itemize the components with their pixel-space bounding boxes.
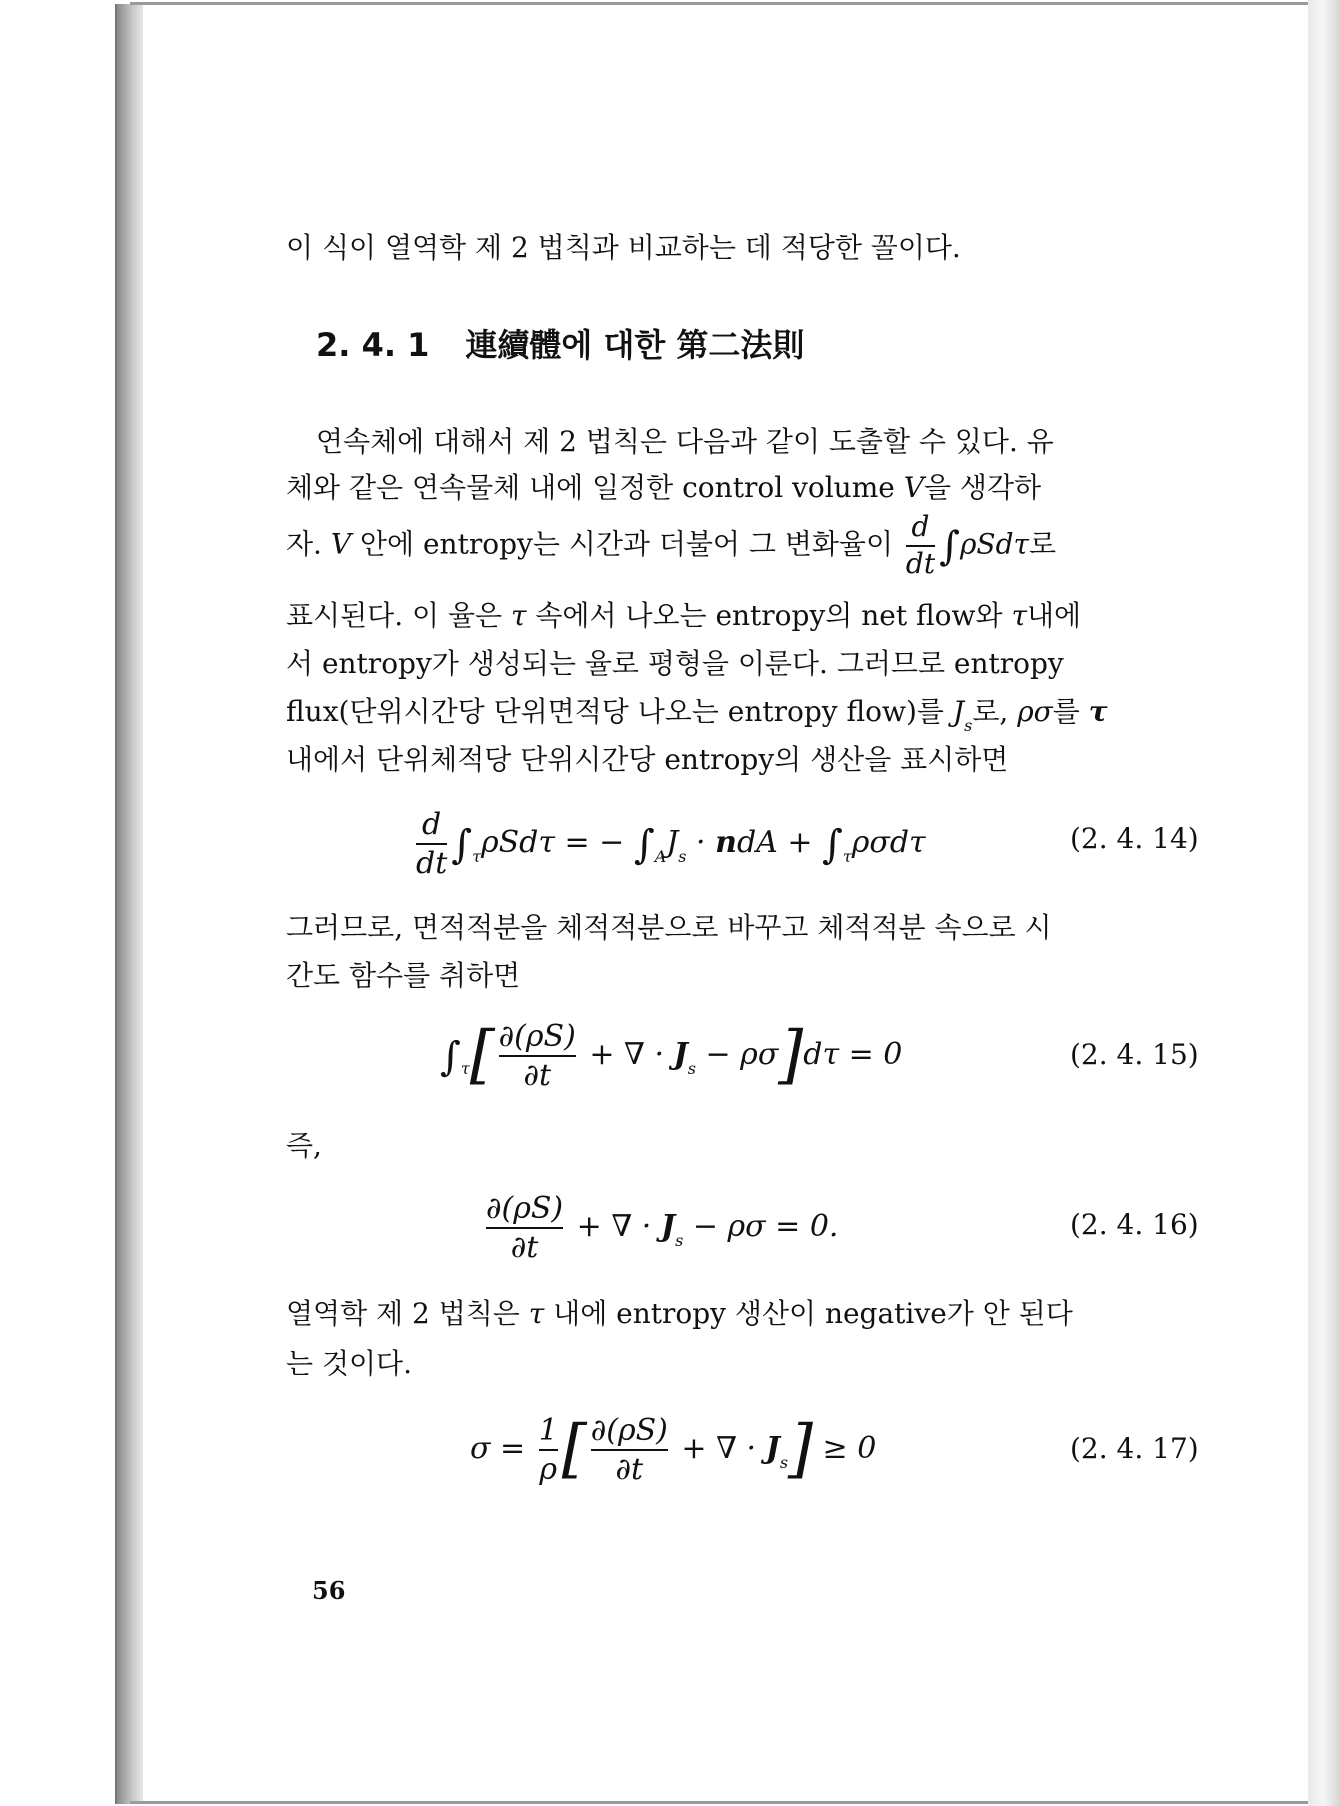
math-sub: s xyxy=(675,1231,684,1250)
operator: + ∇ · xyxy=(567,1209,661,1244)
math-sub: τ xyxy=(842,847,852,866)
frac-den: ∂t xyxy=(523,1058,552,1093)
frac-den: ρ xyxy=(539,1452,558,1487)
text-span: 로, xyxy=(972,695,1018,728)
math-term: − ρσ = 0. xyxy=(683,1209,839,1244)
intro-sentence: 이 식이 열역학 제 2 법칙과 비교하는 데 적당한 꼴이다. xyxy=(286,231,961,264)
paragraph-line-6 xyxy=(286,690,1108,735)
math-term: dτ = 0 xyxy=(803,1037,903,1072)
equation-2-4-16 xyxy=(482,1192,838,1264)
equation-number: (2. 4. 17) xyxy=(1070,1432,1199,1465)
math-var: ρσ xyxy=(1017,695,1053,728)
paragraph-line-11 xyxy=(286,1292,1073,1332)
frac-den: dt xyxy=(416,846,448,881)
fraction xyxy=(416,808,447,880)
math-var: n xyxy=(715,825,737,860)
operator: · xyxy=(686,825,716,860)
text-span: 를 xyxy=(1052,695,1089,728)
text-span: 내에 xyxy=(1026,599,1082,632)
math-sub: s xyxy=(964,716,973,735)
operator: + ∇ · xyxy=(671,1431,766,1466)
inline-derivative xyxy=(906,512,935,580)
page-bottom-edge xyxy=(130,1801,1320,1804)
math-term: − ρσ xyxy=(695,1037,779,1072)
text-span: 속에서 나오는 entropy의 net flow와 xyxy=(526,599,1012,632)
math-sub: s xyxy=(687,1059,696,1078)
math-var: J xyxy=(660,1209,676,1244)
text-span: 안에 entropy는 시간과 더불어 그 변화율이 xyxy=(351,527,902,561)
integrand: ρσdτ xyxy=(851,825,926,860)
math-var: J xyxy=(765,1431,780,1466)
math-sub: τ xyxy=(472,847,481,866)
page-number: 56 xyxy=(312,1576,346,1605)
operator: + ∇ · xyxy=(579,1037,674,1072)
paragraph-line-7: 내에서 단위체적당 단위시간당 entropy의 생산을 표시하면 xyxy=(286,743,1009,776)
frac-num: ∂(ρS) xyxy=(486,1191,564,1226)
math-term: dA + xyxy=(736,825,823,860)
text-span: 자. xyxy=(286,527,331,561)
section-number: 2. 4. 1 xyxy=(316,326,430,364)
math-var: τ xyxy=(1011,599,1027,632)
equation-number: (2. 4. 16) xyxy=(1070,1208,1199,1241)
paragraph-line-4 xyxy=(286,594,1081,634)
math-var: τ xyxy=(510,599,527,632)
frac-num: d xyxy=(911,510,930,543)
math-var: τ xyxy=(528,1297,545,1330)
operator: = − xyxy=(554,825,634,860)
math-var: J xyxy=(952,695,965,728)
math-var: V xyxy=(330,527,352,561)
frac-den: ∂t xyxy=(615,1452,644,1487)
equation-2-4-17: σ = $\frac{1}{\rho}$ [ $\frac{\partial(\rho S)}{\partial t}$ + ∇ · $J_s] \ge 0$ xyxy=(470,1412,877,1487)
text-span: 체와 같은 연속물체 내에 일정한 control volume xyxy=(286,471,904,504)
text-span: 열역학 제 2 법칙은 xyxy=(286,1297,529,1330)
text-span: 을 생각하 xyxy=(923,471,1042,504)
math-var: V xyxy=(903,471,924,504)
math-var: J xyxy=(673,1037,688,1072)
text-span: flux(단위시간당 단위면적당 나오는 entropy flow)를 xyxy=(286,695,953,728)
next-page-edge xyxy=(1308,0,1339,1806)
math-term: ≥ 0 xyxy=(813,1431,877,1466)
paragraph-line-5: 서 entropy가 생성되는 율로 평형을 이룬다. 그러므로 entropy xyxy=(286,647,1064,680)
math-sub: s xyxy=(779,1453,789,1472)
page-top-edge xyxy=(130,2,1320,5)
book-spine-edge xyxy=(115,4,143,1804)
section-heading xyxy=(316,320,804,366)
math-var: τ xyxy=(1088,695,1108,728)
frac-num: ∂(ρS) xyxy=(590,1413,668,1448)
paragraph-line-3: 자. V 안에 entropy는 시간과 더불어 그 변화율이 $\frac{d}{dt}$ ∫ρSdτ로 xyxy=(286,510,1057,580)
equation-number: (2. 4. 15) xyxy=(1070,1038,1199,1071)
paragraph-line-10: 즉, xyxy=(286,1129,322,1162)
frac-num: 1 xyxy=(538,1413,558,1448)
integrand: ρSdτ xyxy=(480,825,555,860)
frac-den: dt xyxy=(905,546,936,580)
frac-den: ∂t xyxy=(510,1230,539,1265)
section-title: 連續體에 대한 第二法則 xyxy=(465,326,805,364)
fraction xyxy=(539,1414,558,1486)
paragraph-line-2 xyxy=(286,466,1041,506)
text-span: 내에 entropy 생산이 negative가 안 된다 xyxy=(544,1297,1073,1330)
equation-2-4-15: $\int_\tau$[ $\frac{\partial(\rho S)}{\partial t}$ + ∇ · $J_s - \rho\sigma]d\tau = 0$ xyxy=(440,1018,903,1093)
text-span: 표시된다. 이 율은 xyxy=(286,599,511,632)
math-sub: s xyxy=(678,847,687,866)
fraction xyxy=(486,1192,563,1264)
math-sub: τ xyxy=(460,1059,470,1078)
paragraph-line-9: 간도 함수를 취하면 xyxy=(286,959,521,992)
frac-num: ∂(ρS) xyxy=(498,1019,576,1054)
math-sub: A xyxy=(654,847,667,866)
equation-2-4-14: $\frac{d}{dt}$ $\int_\tau\rho Sd\tau$ = − $\int_AJ_s$ · ndA + $\int_\tau\rho\sigma d\tau$ xyxy=(416,807,926,881)
math-var: J xyxy=(666,825,679,860)
paragraph-line-8: 그러므로, 면적적분을 체적적분으로 바꾸고 체적적분 속으로 시 xyxy=(286,911,1052,944)
equation-number: (2. 4. 14) xyxy=(1070,822,1199,855)
fraction xyxy=(591,1414,668,1486)
paragraph-line-12: 는 것이다. xyxy=(286,1347,412,1380)
paragraph-line-1: 연속체에 대해서 제 2 법칙은 다음과 같이 도출할 수 있다. 유 xyxy=(316,425,1054,458)
fraction xyxy=(499,1020,576,1092)
integrand: ρSdτ xyxy=(959,527,1030,561)
frac-num: d xyxy=(422,807,442,842)
math-term: σ = xyxy=(470,1431,535,1466)
text-span: 로 xyxy=(1029,527,1057,561)
